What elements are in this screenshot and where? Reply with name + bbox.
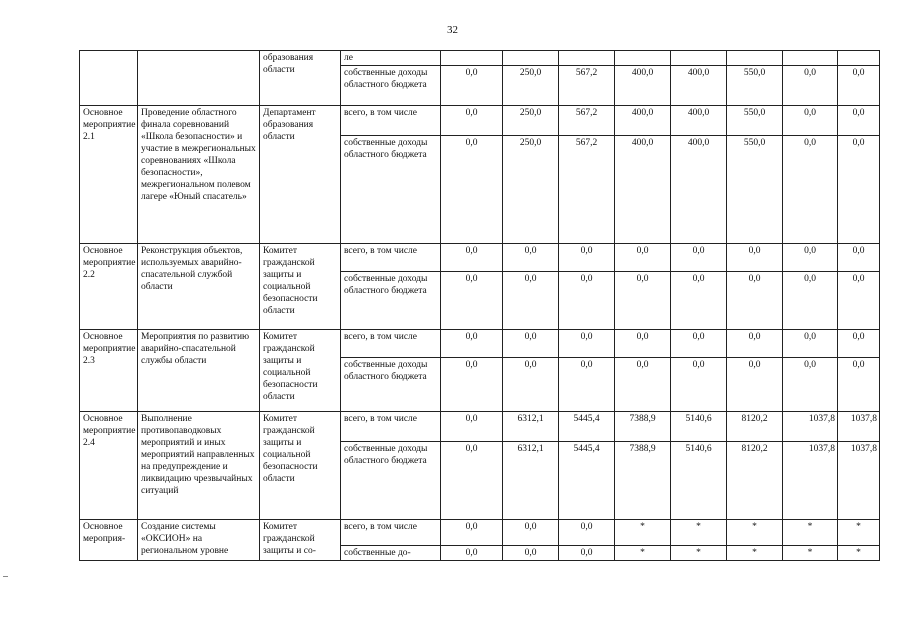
- measure-title-cell: Создание системы «ОКСИОН» на региональном уровне: [138, 520, 260, 561]
- value-cell: 250,0: [503, 136, 559, 244]
- value-cell: 0,0: [503, 520, 559, 546]
- value-cell: 7388,9: [615, 412, 671, 442]
- value-cell: *: [838, 546, 880, 561]
- value-cell: 5140,6: [671, 442, 727, 520]
- value-cell: 0,0: [441, 66, 503, 106]
- value-cell: 0,0: [727, 244, 783, 272]
- funding-source-cell: собственные доходы областного бюджета: [341, 358, 441, 412]
- value-cell: 1037,8: [838, 442, 880, 520]
- funding-source-cell: собственные доходы областного бюджета: [341, 136, 441, 244]
- value-cell: *: [783, 546, 838, 561]
- measure-label-cell: Основное мероприятие 2.2: [80, 244, 138, 330]
- table-row: [80, 51, 880, 66]
- funding-source-cell: всего, в том числе: [341, 330, 441, 358]
- funding-source-cell: собственные доходы областного бюджета: [341, 66, 441, 106]
- funding-source-cell: всего, в том числе: [341, 106, 441, 136]
- value-cell: *: [727, 520, 783, 546]
- value-cell: 400,0: [615, 106, 671, 136]
- value-cell: 0,0: [727, 330, 783, 358]
- value-cell: 0,0: [559, 244, 615, 272]
- budget-table: [79, 50, 880, 561]
- measure-title-cell: [138, 51, 260, 106]
- value-cell: 250,0: [503, 66, 559, 106]
- value-cell: 0,0: [503, 330, 559, 358]
- value-cell: [783, 51, 838, 66]
- value-cell: 0,0: [559, 358, 615, 412]
- value-cell: 8120,2: [727, 412, 783, 442]
- value-cell: 0,0: [838, 136, 880, 244]
- value-cell: 0,0: [838, 66, 880, 106]
- value-cell: 567,2: [559, 106, 615, 136]
- value-cell: 0,0: [838, 106, 880, 136]
- value-cell: 5140,6: [671, 412, 727, 442]
- measure-label-cell: Основное мероприя-: [80, 520, 138, 561]
- table-row: [80, 244, 880, 272]
- value-cell: 0,0: [838, 244, 880, 272]
- value-cell: 0,0: [559, 330, 615, 358]
- value-cell: 0,0: [671, 272, 727, 330]
- value-cell: 0,0: [559, 520, 615, 546]
- value-cell: 8120,2: [727, 442, 783, 520]
- value-cell: 0,0: [783, 244, 838, 272]
- value-cell: 7388,9: [615, 442, 671, 520]
- value-cell: 550,0: [727, 136, 783, 244]
- value-cell: *: [615, 546, 671, 561]
- value-cell: 0,0: [441, 442, 503, 520]
- value-cell: 0,0: [559, 272, 615, 330]
- measure-title-cell: Мероприятия по развитию аварийно-спасательной службы области: [138, 330, 260, 412]
- value-cell: 400,0: [671, 66, 727, 106]
- measure-label-cell: Основное мероприятие 2.4: [80, 412, 138, 520]
- measure-title-cell: Проведение областного финала соревнований «Школа безопасности» и участие в межрегиональных соревнованиях «Школа безопасности», межрегиональном полевом лагере «Юный спасатель»: [138, 106, 260, 244]
- value-cell: 1037,8: [838, 412, 880, 442]
- value-cell: 0,0: [441, 358, 503, 412]
- value-cell: 0,0: [783, 136, 838, 244]
- value-cell: 400,0: [615, 66, 671, 106]
- value-cell: 0,0: [615, 272, 671, 330]
- value-cell: 0,0: [671, 244, 727, 272]
- measure-title-cell: Выполнение противопаводковых мероприятий и иных мероприятий направленных на предупреждение и ликвидацию чрезвычайных ситуаций: [138, 412, 260, 520]
- funding-source-cell: всего, в том числе: [341, 244, 441, 272]
- value-cell: 400,0: [671, 106, 727, 136]
- value-cell: 550,0: [727, 66, 783, 106]
- table-row: [80, 412, 880, 442]
- value-cell: 5445,4: [559, 442, 615, 520]
- funding-source-cell: всего, в том числе: [341, 412, 441, 442]
- value-cell: *: [671, 546, 727, 561]
- value-cell: 250,0: [503, 106, 559, 136]
- measure-label-cell: Основное мероприятие 2.1: [80, 106, 138, 244]
- value-cell: [671, 51, 727, 66]
- value-cell: 0,0: [783, 66, 838, 106]
- value-cell: 0,0: [503, 358, 559, 412]
- value-cell: [441, 51, 503, 66]
- value-cell: [727, 51, 783, 66]
- executor-cell: Комитет гражданской защиты и социальной безопасности области: [260, 244, 341, 330]
- value-cell: 0,0: [727, 272, 783, 330]
- value-cell: 0,0: [838, 272, 880, 330]
- measure-title-cell: Реконструкция объектов, используемых аварийно-спасательной службой области: [138, 244, 260, 330]
- value-cell: [559, 51, 615, 66]
- value-cell: 0,0: [441, 520, 503, 546]
- measure-label-cell: Основное мероприятие 2.3: [80, 330, 138, 412]
- value-cell: 0,0: [615, 330, 671, 358]
- funding-source-cell: собственные доходы областного бюджета: [341, 442, 441, 520]
- value-cell: 0,0: [783, 272, 838, 330]
- value-cell: 0,0: [671, 358, 727, 412]
- value-cell: [838, 51, 880, 66]
- value-cell: 0,0: [503, 546, 559, 561]
- table-row: [80, 330, 880, 358]
- funding-source-cell: всего, в том числе: [341, 520, 441, 546]
- value-cell: 0,0: [783, 330, 838, 358]
- table-body: [80, 51, 880, 561]
- value-cell: 5445,4: [559, 412, 615, 442]
- value-cell: 0,0: [727, 358, 783, 412]
- value-cell: *: [671, 520, 727, 546]
- value-cell: 0,0: [783, 106, 838, 136]
- value-cell: 0,0: [838, 358, 880, 412]
- page-number: 32: [447, 24, 458, 36]
- value-cell: 0,0: [559, 546, 615, 561]
- value-cell: *: [783, 520, 838, 546]
- value-cell: 400,0: [615, 136, 671, 244]
- value-cell: *: [727, 546, 783, 561]
- executor-cell: Департамент образования области: [260, 106, 341, 244]
- value-cell: *: [838, 520, 880, 546]
- value-cell: 0,0: [671, 330, 727, 358]
- executor-cell: Комитет гражданской защиты и социальной безопасности области: [260, 330, 341, 412]
- value-cell: 550,0: [727, 106, 783, 136]
- value-cell: 0,0: [441, 412, 503, 442]
- value-cell: 567,2: [559, 136, 615, 244]
- value-cell: 0,0: [503, 244, 559, 272]
- table-row: [80, 106, 880, 136]
- margin-mark: [3, 576, 8, 577]
- value-cell: 1037,8: [783, 442, 838, 520]
- funding-source-cell: собственные доходы областного бюджета: [341, 272, 441, 330]
- table-row: [80, 520, 880, 546]
- value-cell: 0,0: [441, 244, 503, 272]
- value-cell: [503, 51, 559, 66]
- value-cell: 400,0: [671, 136, 727, 244]
- value-cell: 6312,1: [503, 442, 559, 520]
- funding-source-cell: собственные до-: [341, 546, 441, 561]
- value-cell: [615, 51, 671, 66]
- value-cell: 1037,8: [783, 412, 838, 442]
- value-cell: 567,2: [559, 66, 615, 106]
- value-cell: 0,0: [783, 358, 838, 412]
- value-cell: 0,0: [503, 272, 559, 330]
- value-cell: 0,0: [441, 330, 503, 358]
- value-cell: 0,0: [441, 272, 503, 330]
- value-cell: 0,0: [441, 546, 503, 561]
- value-cell: 0,0: [441, 106, 503, 136]
- funding-source-cell: ле: [341, 51, 441, 66]
- executor-cell: Комитет гражданской защиты и социальной безопасности области: [260, 412, 341, 520]
- value-cell: 0,0: [615, 358, 671, 412]
- measure-label-cell: [80, 51, 138, 106]
- executor-cell: Комитет гражданской защиты и со-: [260, 520, 341, 561]
- executor-cell: образования области: [260, 51, 341, 106]
- value-cell: 0,0: [838, 330, 880, 358]
- value-cell: 0,0: [441, 136, 503, 244]
- value-cell: 6312,1: [503, 412, 559, 442]
- value-cell: 0,0: [615, 244, 671, 272]
- value-cell: *: [615, 520, 671, 546]
